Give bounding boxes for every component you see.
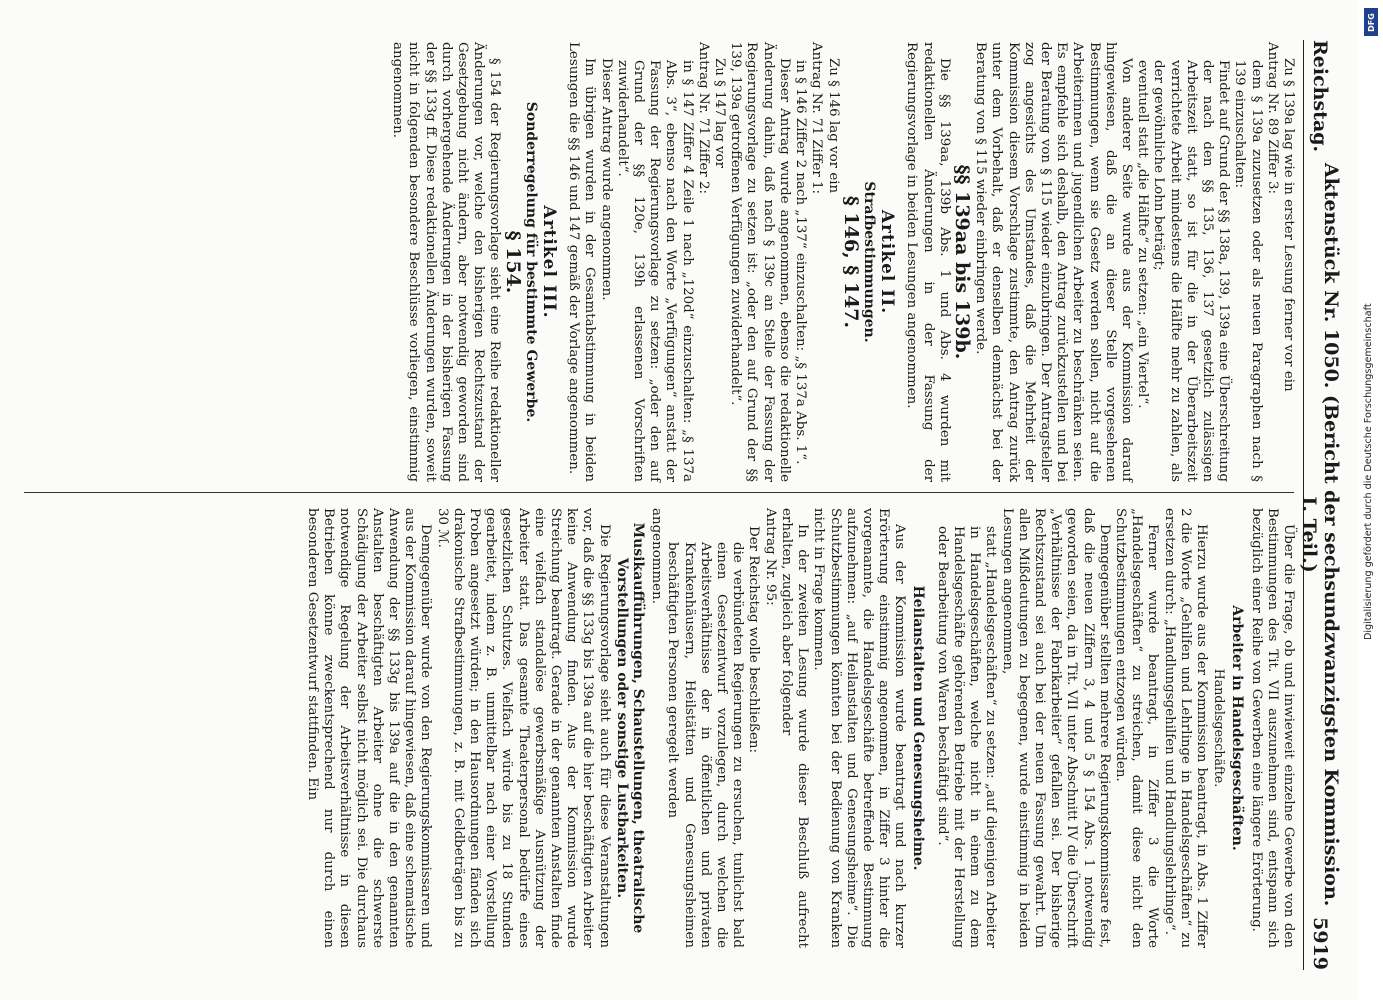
paragraph: Über die Frage, ob und inwieweit einzelne Gewerbe von den Bestimmungen des Tit. VII auszunehmen sind, entspann sich bezüglich einer Reihe von Gewerben eine längere Erörterung. — [1248, 508, 1296, 948]
section-heading: Artikel II. — [877, 209, 898, 315]
section-heading: Artikel III. — [539, 205, 560, 319]
paragraph: Von anderer Seite wurde aus der Kommission darauf hingewiesen, daß die an dieser Stelle vorgesehenen Bestimmungen, wenn sie Gesetz werden sollen, nicht auf die Arbeiterinnen und jugendlichen Arbeiter zu beschränken seien. Es empfehle sich deshalb, den Antrag zurückzustellen und bei der Beratung von § 115 wieder einzubringen. Der Antragsteller zog angesichts des Umstandes, daß die Mehrheit der Kommission diesem Vorschlage zustimmte, den Antrag zurück unter dem Vorbehalt, daß er denselben demnächst bei der Beratung von § 115 wieder einbringen werde. — [973, 42, 1134, 482]
section-heading: Heilanstalten und Genesungsheime. — [909, 585, 926, 871]
paragraph: Demgegenüber stellten mehrere Regierungskommissare fest, daß die neuen Ziffern 3, 4 und 5 § 154 Abs. 1 notwendig geworden seien, da in Tit. VII unter Abschnitt IV die Überschrift „Verhältnisse der Fabrikarbeiter“ gefallen sei. Der bisherige Rechtszustand sei auch bei der neuen Fassung gewahrt. Um allen Mißdeutungen zu begegnen, wurde einstimmig in beiden Lesungen angenommen, — [999, 508, 1112, 948]
section-heading: § 146, § 147. — [839, 195, 862, 329]
paragraph: Die Regierungsvorlage sieht auch für diese Veranstaltungen vor, daß die §§ 133g bis 139a auf die hier beschäftigten Arbeiter keine Anwendung finden. Aus der Kommission wurde Streichung beantragt. Gerade in der genannten Anstalten finde eine vielfach standalöse gewerbsmäßige Ausnützung der Arbeiter statt. Das gesamte Theaterpersonal bedürfe eines gesetzlichen Schutzes. Vielfach würde bis zu 18 Stunden gearbeitet, indem z. B. unmittelbar nach einer Vorstellung Proben angesetzt würden; in den Hausordnungen fänden sich drakonische Strafbestimmungen, z. B. mit Geldbeträgen bis zu 30 ℳ. — [434, 508, 612, 948]
left-column — [389, 42, 1296, 482]
paragraph: Demgegenüber wurde von den Regierungskommissaren und aus der Kommission darauf hingewiesen, daß eine schematische Anwendung der §§ 133g bis 139a auf die in den genannten Anstalten beschäftigten Arbeiter ohne die schwerste Schädigung der Arbeiter selbst nicht möglich sei. Die durchaus notwendige Regelung der Arbeitsverhältnisse in diesen Betrieben könne zweckentsprechend nur durch einen besonderen Gesetzentwurf stattfinden. Ein — [305, 508, 434, 948]
paragraph: Antrag Nr. 71 Ziffer 1: — [809, 42, 825, 195]
section-heading: Musikaufführungen, Schaustellungen, theatralische Vorstellungen oder sonstige Lustbarkeiten. — [613, 522, 647, 934]
paragraph: statt „Handelsgeschäften“ zu setzen: „auf diejenigen Arbeiter in Handelsgeschäften, welche nicht in einem zu dem Handelsgeschäfte gehörenden Betriebe mit der Herstellung oder Bearbeitung von Waren beschäftigt sind“. — [934, 526, 999, 948]
dfg-logo: DFG — [1364, 8, 1378, 36]
paragraph: Zu § 139a lag wie in erster Lesung ferner vor ein — [1281, 58, 1296, 392]
paragraph: Der Reichstag wolle beschließen: — [746, 526, 762, 754]
digitization-credit: Digitalisierung gefördert durch die Deutsche Forschungsgemeinschaft — [1363, 303, 1374, 640]
section-heading: § 154. — [501, 230, 524, 294]
paragraph: Antrag Nr. 95: — [762, 508, 778, 606]
paragraph: Dieser Antrag wurde angenommen. — [598, 58, 614, 301]
page-number: 5919 — [1309, 917, 1331, 970]
paragraph: Ferner wurde beantragt, in Ziffer 3 die Worte „Handelsgeschäften“ zu streichen, damit diese nicht den Schutzbestimmungen entzogen würden. — [1112, 508, 1161, 948]
paragraph: Handelsgeschäfte. — [1212, 668, 1228, 788]
header-left: Reichstag. — [1309, 40, 1331, 153]
column-divider — [24, 492, 1294, 493]
paragraph: In der zweiten Lesung wurde dieser Beschluß aufrecht erhalten, zugleich aber folgender — [778, 508, 811, 948]
section-heading: Sonderregelung für bestimmte Gewerbe. — [522, 101, 539, 423]
right-column — [304, 508, 1296, 948]
paragraph: Antrag Nr. 71 Ziffer 2: — [695, 42, 711, 195]
paragraph: Zu § 147 lag vor — [712, 58, 728, 169]
paragraph: in § 146 Ziffer 2 nach „137“ einzuschalten: „§ 137a Abs. 1“. — [793, 60, 809, 465]
section-heading: Arbeiter in Handelsgeschäften. — [1229, 605, 1246, 851]
section-heading: §§ 139aa bis 139b. — [950, 164, 973, 360]
paragraph: Antrag Nr. 89 Ziffer 3: — [1264, 42, 1280, 195]
paragraph: Aus der Kommission wurde beantragt und nach kurzer Erörterung einstimmig angenommen, in Ziffer 3 hinter die vorgenannte, die Handelsgeschäfte betreffende Bestimmung aufzunehmen: „auf Heilanstalten und Genesungsheime“. Die Schutzbestimmungen könnten bei der Bedienung von Kranken nicht in Frage kommen. — [811, 508, 908, 948]
paragraph: Dieser Antrag wurde angenommen, ebenso die redaktionelle Änderung dahin, daß nach § 139c an Stelle der Fassung der Regierungsvorlage zu setzen ist: „oder den auf Grund der §§ 139, 139a getroffenen Verfügungen zuwiderhandelt“. — [728, 42, 792, 482]
paragraph: die verbündeten Regierungen zu ersuchen, tunlichst bald einen Gesetzentwurf vorzulegen, durch welchen die Arbeitsverhältnisse der in öffentlichen und privaten Krankenhäusern, Heilstätten und Genesungsheimen beschäftigten Personen geregelt werden — [665, 542, 746, 948]
section-heading: Strafbestimmungen. — [860, 181, 877, 343]
paragraph: Im übrigen wurden in der Gesamtabstimmung in beiden Lesungen die §§ 146 und 147 gemäß der Vorlage angenommen. — [566, 42, 598, 482]
paragraph: in § 147 Ziffer 4 Zeile 1 nach „120d“ einzuschalten: „§ 137a Abs. 3“, ebenso nach den Worte „Verfügungen“ anstatt der Fassung der Regierungsvorlage zu setzen: „oder den auf Grund der §§ 120e, 139h erlassenen Vorschriften zuwiderhandelt“. — [614, 60, 695, 482]
paragraph: dem § 139a zuzusetzen oder als neuen Paragraphen nach § 139 einzuschalten: — [1232, 60, 1264, 482]
paragraph: Zu § 146 lag vor ein — [825, 58, 841, 194]
paragraph: Hierzu wurde aus der Kommission beantragt, in Abs. 1 Ziffer 2 die Worte „Gehilfen und Lehrlinge in Handelsgeschäften“ zu ersetzen durch: „Handlungsgehilfen und Handlungslehrlinge“. — [1161, 508, 1209, 948]
paragraph: angenommen. — [649, 508, 665, 604]
paragraph: eventuell statt „die Hälfte“ zu setzen: „ein Viertel“. — [1135, 60, 1151, 409]
paragraph: § 154 der Regierungsvorlage sieht eine Reihe redaktioneller Änderungen vor, welche den bisherigen Rechtszustand der Gesetzgebung nicht ändern, aber notwendig geworden sind durch vorhergehende Änderungen in der bisherigen Fassung der §§ 133g ff. Diese redaktionellen Änderungen wurden, soweit nicht in folgenden besondere Beschlüsse vorliegen, einstimmig angenommen. — [390, 42, 503, 482]
paragraph: Die §§ 139aa, 139b Abs. 1 und Abs. 4 wurden mit redaktionellen Änderungen in der Fassung der Regierungsvorlage in beiden Lesungen angenommen. — [904, 42, 952, 482]
paragraph: Findet auf Grund der §§ 138a, 139, 139a eine Überschreitung der nach den §§ 135, 136, 137 gesetzlich zulässigen Arbeitszeit statt, so ist für die in der Überarbeitszeit verrichtete Arbeit mindestens die Hälfte mehr zu zahlen, als der gewöhnliche Lohn beträgt; — [1151, 60, 1232, 482]
page-header — [1298, 40, 1342, 970]
header-title: Aktenstück Nr. 1050. (Bericht der sechsundzwanzigsten Kommission. I. Teil.) — [1298, 162, 1342, 907]
